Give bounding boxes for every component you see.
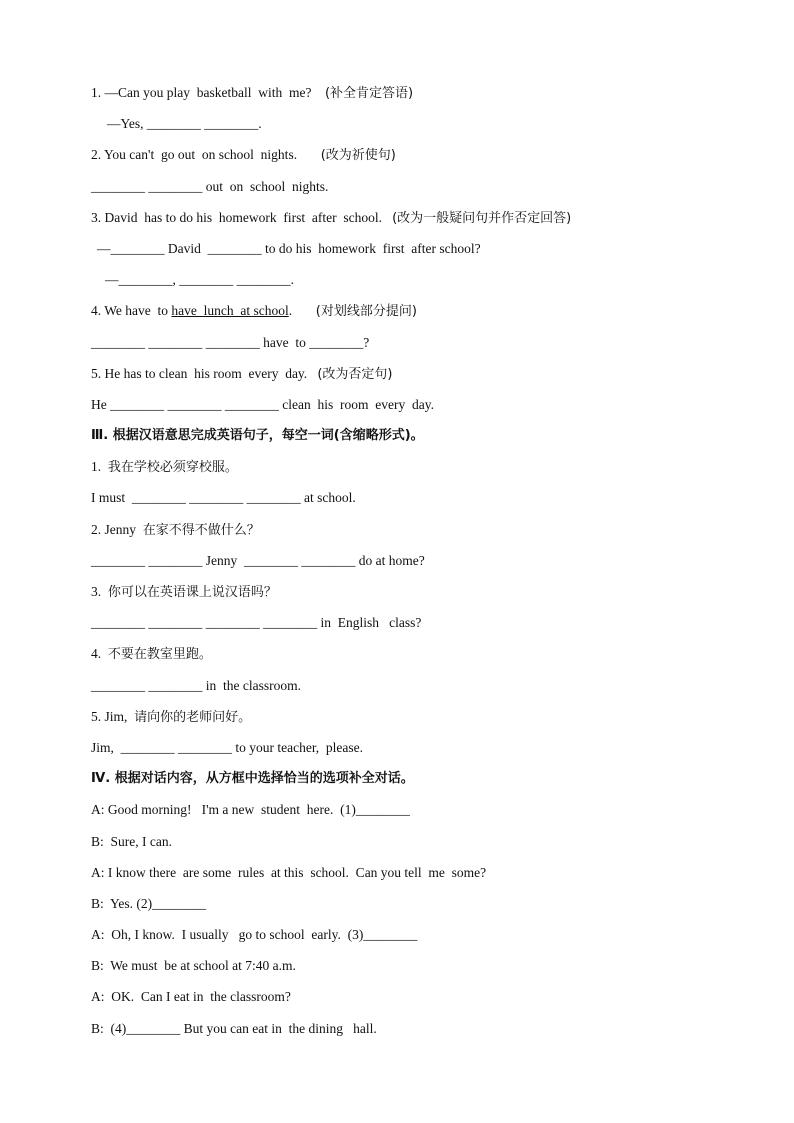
dialogue-line: B: (4)________ But you can eat in the dining hall. — [91, 1020, 377, 1036]
q2-line — [91, 142, 731, 173]
dialogue-line: B: Sure, I can. — [91, 833, 172, 849]
s3-q4-answer: ________ ________ in the classroom. — [91, 677, 301, 693]
s3-q2-line — [91, 517, 731, 548]
s3-q3-line — [91, 579, 731, 610]
dialogue-line: A: Oh, I know. I usually go to school early. (3)________ — [91, 927, 418, 943]
q5-line — [91, 361, 731, 392]
q2-answer: ________ ________ out on school nights. — [91, 178, 329, 194]
s3-q1-line — [91, 454, 731, 485]
q5-note: (改为否定句) — [317, 366, 393, 382]
s3-q2-number: 2. Jenny — [91, 521, 143, 537]
q3-answer-1: —________ David ________ to do his homework first after school? — [97, 240, 481, 256]
dialogue-line: A: OK. Can I eat in the classroom? — [91, 989, 291, 1005]
s3-q5-prompt: 请向你的老师问好。 — [134, 709, 252, 725]
q2-text: 2. You can't go out on school nights. — [91, 147, 321, 163]
s3-q4-line — [91, 641, 731, 672]
worksheet-page — [91, 80, 731, 1047]
s3-q3-number: 3. — [91, 584, 108, 599]
dialogue-line: A: Good morning! I'm a new student here. (1)________ — [91, 802, 410, 818]
s3-q3-prompt: 你可以在英语课上说汉语吗？ — [107, 585, 277, 600]
s3-q2-answer: ________ ________ Jenny ________ ________ do at home? — [91, 552, 425, 568]
dialogue-line: A: I know there are some rules at this school. Can you tell me some? — [91, 864, 487, 880]
q1-answer: —Yes, ________ ________. — [107, 116, 262, 132]
q5-answer: He ________ ________ ________ clean his room every day. — [91, 396, 434, 412]
s3-q1-prompt: 我在学校必须穿校服。 — [107, 460, 238, 476]
s3-q4-number: 4. — [91, 646, 108, 662]
q4-underlined-text: have lunch at school — [171, 303, 289, 319]
q3-line — [91, 205, 731, 236]
q4-line — [91, 298, 731, 329]
q3-note: (改为一般疑问句并作否定回答) — [392, 210, 572, 226]
s3-q5-number: 5. Jim, — [91, 708, 135, 724]
s3-q4-prompt: 不要在教室里跑。 — [107, 647, 212, 663]
dialogue-line: B: We must be at school at 7:40 a.m. — [91, 958, 296, 974]
q1-note: (补全肯定答语) — [324, 86, 414, 101]
q5-text: 5. He has to clean his room every day. — [91, 365, 318, 381]
q4-answer: ________ ________ ________ have to ________? — [91, 334, 370, 350]
q1-line — [91, 80, 731, 111]
q4-note: (对划线部分提问) — [315, 304, 417, 320]
s3-q5-line — [91, 704, 731, 735]
q4-text-before: 4. We have to — [91, 303, 172, 319]
q3-answer-2: —________, ________ ________. — [105, 272, 294, 288]
q2-note: (改为祈使句) — [320, 148, 396, 164]
s3-q2-prompt: 在家不得不做什么？ — [142, 522, 260, 538]
dialogue-line: B: Yes. (2)________ — [91, 895, 207, 911]
s3-q3-answer: ________ ________ ________ ________ in English class? — [91, 615, 422, 631]
s3-q1-answer: I must ________ ________ ________ at school. — [91, 490, 356, 506]
q4-text-after: . — [288, 303, 316, 319]
q3-text: 3. David has to do his homework first after school. — [91, 209, 393, 225]
section4-heading: Ⅳ. 根据对话内容，从方框中选择恰当的选项补全对话。 — [91, 771, 414, 787]
q1-text: 1. —Can you play basketball with me? — [91, 85, 325, 100]
s3-q5-answer: Jim, ________ ________ to your teacher, please. — [91, 739, 364, 755]
s3-q1-number: 1. — [91, 459, 108, 475]
section3-heading: Ⅲ. 根据汉语意思完成英语句子，每空一词(含缩略形式)。 — [91, 428, 424, 444]
